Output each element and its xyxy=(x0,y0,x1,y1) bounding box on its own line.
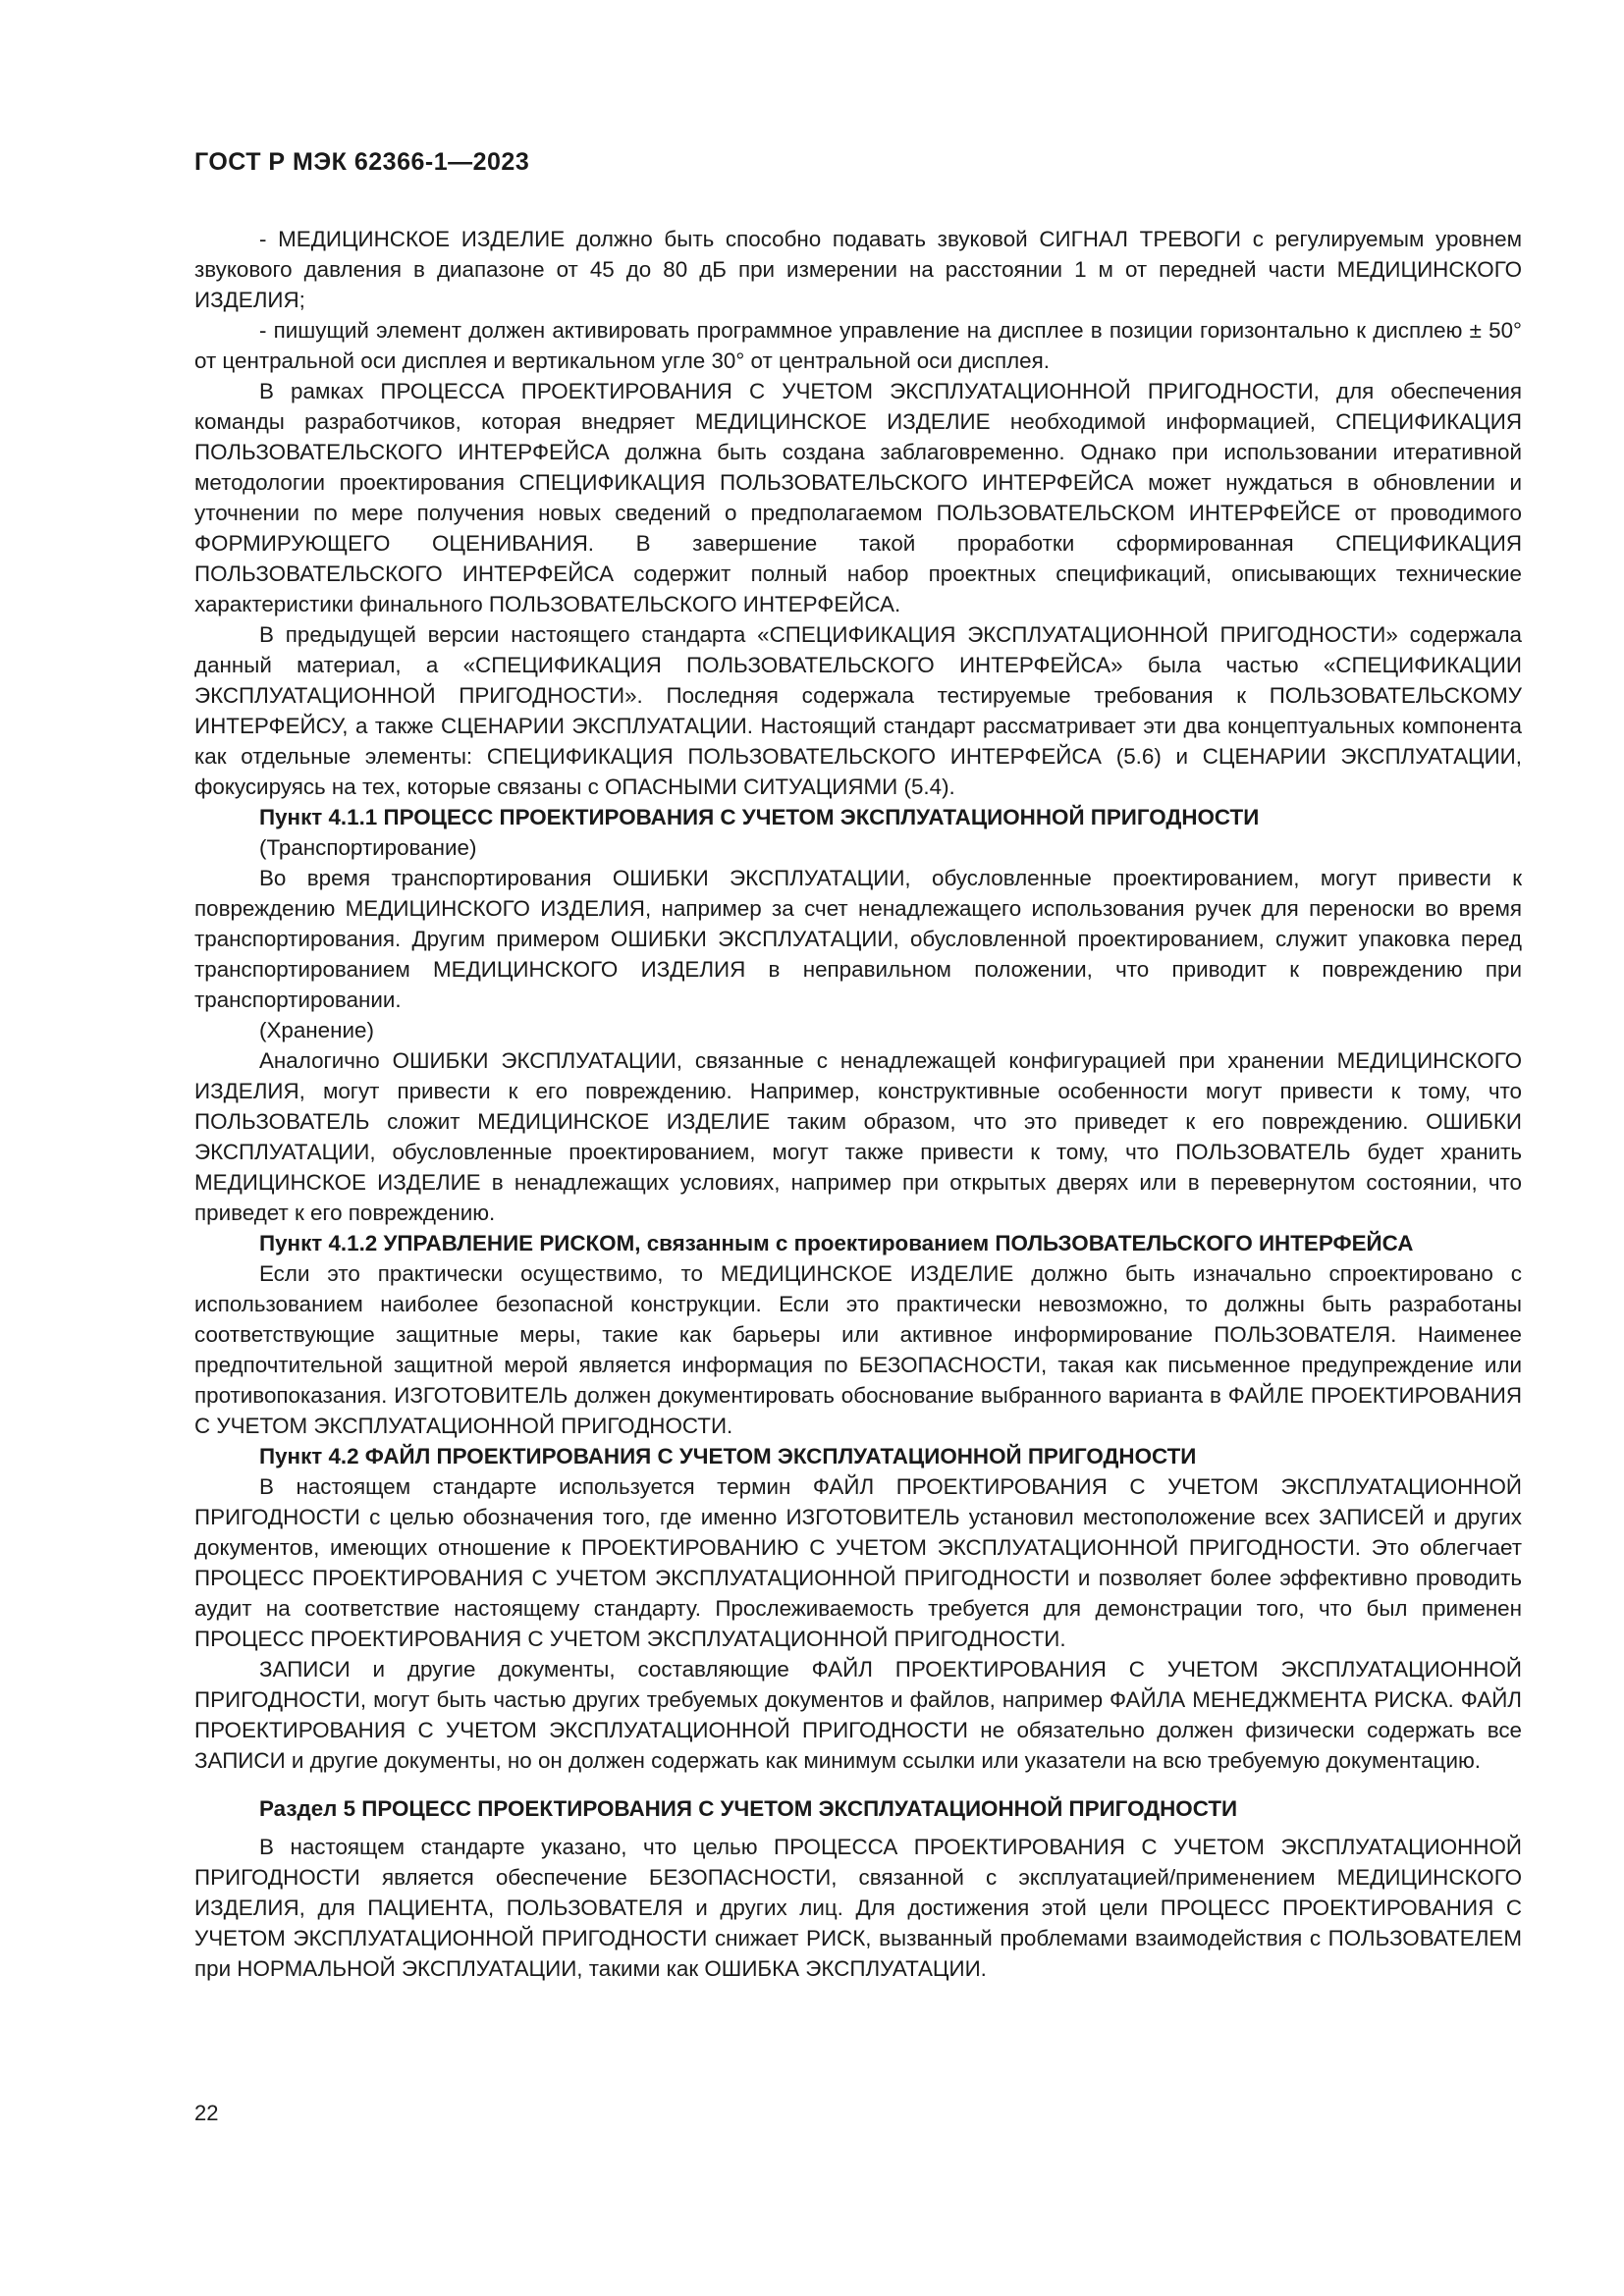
clause-heading: Пункт 4.2 ФАЙЛ ПРОЕКТИРОВАНИЯ С УЧЕТОМ ЭКСПЛУАТАЦИОННОЙ ПРИГОДНОСТИ xyxy=(259,1444,1197,1468)
paragraph: В настоящем стандарте используется термин ФАЙЛ ПРОЕКТИРОВАНИЯ С УЧЕТОМ ЭКСПЛУАТАЦИОННОЙ ПРИГОДНОСТИ с целью обозначения того, где именно ИЗГОТОВИТЕЛЬ установил местоположение всех ЗАПИСЕЙ и других документов, имеющих отношение к ПРОЕКТИРОВАНИЮ С УЧЕТОМ ЭКСПЛУАТАЦИОННОЙ ПРИГОДНОСТИ. Это облегчает ПРОЦЕСС ПРОЕКТИРОВАНИЯ С УЧЕТОМ ЭКСПЛУАТАЦИОННОЙ ПРИГОДНОСТИ и позволяет более эффективно проводить аудит на соответствие настоящему стандарту. Прослеживаемость требуется для демонстрации того, что был применен ПРОЦЕСС ПРОЕКТИРОВАНИЯ С УЧЕТОМ ЭКСПЛУАТАЦИОННОЙ ПРИГОДНОСТИ. xyxy=(194,1474,1522,1651)
list-item: - пишущий элемент должен активировать программное управление на дисплее в позиции горизонтально к дисплею ± 50° от центральной оси дисплея и вертикальном угле 30° от центральной оси дисплея. xyxy=(194,318,1522,373)
paragraph: ЗАПИСИ и другие документы, составляющие ФАЙЛ ПРОЕКТИРОВАНИЯ С УЧЕТОМ ЭКСПЛУАТАЦИОННОЙ ПРИГОДНОСТИ, могут быть частью других требуемых документов и файлов, например ФАЙЛА МЕНЕДЖМЕНТА РИСКА. ФАЙЛ ПРОЕКТИРОВАНИЯ С УЧЕТОМ ЭКСПЛУАТАЦИОННОЙ ПРИГОДНОСТИ не обязательно должен физически содержать все ЗАПИСИ и другие документы, но он должен содержать как минимум ссылки или указатели на всю требуемую документацию. xyxy=(194,1657,1522,1773)
section-heading: Раздел 5 ПРОЦЕСС ПРОЕКТИРОВАНИЯ С УЧЕТОМ ЭКСПЛУАТАЦИОННОЙ ПРИГОДНОСТИ xyxy=(259,1796,1238,1821)
paragraph: В предыдущей версии настоящего стандарта «СПЕЦИФИКАЦИЯ ЭКСПЛУАТАЦИОННОЙ ПРИГОДНОСТИ» содержала данный материал, а «СПЕЦИФИКАЦИЯ ПОЛЬЗОВАТЕЛЬСКОГО ИНТЕРФЕЙСА» была частью «СПЕЦИФИКАЦИИ ЭКСПЛУАТАЦИОННОЙ ПРИГОДНОСТИ». Последняя содержала тестируемые требования к ПОЛЬЗОВАТЕЛЬСКОМУ ИНТЕРФЕЙСУ, а также СЦЕНАРИИ ЭКСПЛУАТАЦИИ. Настоящий стандарт рассматривает эти два концептуальных компонента как отдельные элементы: СПЕЦИФИКАЦИЯ ПОЛЬЗОВАТЕЛЬСКОГО ИНТЕРФЕЙСА (5.6) и СЦЕНАРИИ ЭКСПЛУАТАЦИИ, фокусируясь на тех, которые связаны с ОПАСНЫМИ СИТУАЦИЯМИ (5.4). xyxy=(194,622,1522,799)
document-body xyxy=(194,224,1522,1984)
list-item: - МЕДИЦИНСКОЕ ИЗДЕЛИЕ должно быть способно подавать звуковой СИГНАЛ ТРЕВОГИ с регулируемым уровнем звукового давления в диапазоне от 45 до 80 дБ при измерении на расстоянии 1 м от передней части МЕДИЦИНСКОГО ИЗДЕЛИЯ; xyxy=(194,227,1522,312)
subheading-label: (Хранение) xyxy=(259,1018,374,1042)
clause-heading: Пункт 4.1.1 ПРОЦЕСС ПРОЕКТИРОВАНИЯ С УЧЕТОМ ЭКСПЛУАТАЦИОННОЙ ПРИГОДНОСТИ xyxy=(259,805,1260,829)
paragraph: Если это практически осуществимо, то МЕДИЦИНСКОЕ ИЗДЕЛИЕ должно быть изначально спроектировано с использованием наиболее безопасной конструкции. Если это практически невозможно, то должны быть разработаны соответствующие защитные меры, такие как барьеры или активное информирование ПОЛЬЗОВАТЕЛЯ. Наименее предпочтительной защитной мерой является информация по БЕЗОПАСНОСТИ, такая как письменное предупреждение или противопоказания. ИЗГОТОВИТЕЛЬ должен документировать обоснование выбранного варианта в ФАЙЛЕ ПРОЕКТИРОВАНИЯ С УЧЕТОМ ЭКСПЛУАТАЦИОННОЙ ПРИГОДНОСТИ. xyxy=(194,1261,1522,1438)
paragraph: Во время транспортирования ОШИБКИ ЭКСПЛУАТАЦИИ, обусловленные проектированием, могут привести к повреждению МЕДИЦИНСКОГО ИЗДЕЛИЯ, например за счет ненадлежащего использования ручек для переноски во время транспортирования. Другим примером ОШИБКИ ЭКСПЛУАТАЦИИ, обусловленной проектированием, служит упаковка перед транспортированием МЕДИЦИНСКОГО ИЗДЕЛИЯ в неправильном положении, что приводит к повреждению при транспортировании. xyxy=(194,866,1522,1012)
paragraph: В настоящем стандарте указано, что целью ПРОЦЕССА ПРОЕКТИРОВАНИЯ С УЧЕТОМ ЭКСПЛУАТАЦИОННОЙ ПРИГОДНОСТИ является обеспечение БЕЗОПАСНОСТИ, связанной с эксплуатацией/применением МЕДИЦИНСКОГО ИЗДЕЛИЯ, для ПАЦИЕНТА, ПОЛЬЗОВАТЕЛЯ и других лиц. Для достижения этой цели ПРОЦЕСС ПРОЕКТИРОВАНИЯ С УЧЕТОМ ЭКСПЛУАТАЦИОННОЙ ПРИГОДНОСТИ снижает РИСК, вызванный проблемами взаимодействия с ПОЛЬЗОВАТЕЛЕМ при НОРМАЛЬНОЙ ЭКСПЛУАТАЦИИ, такими как ОШИБКА ЭКСПЛУАТАЦИИ. xyxy=(194,1835,1522,1981)
page-number: 22 xyxy=(194,2101,219,2125)
document-header: ГОСТ Р МЭК 62366-1—2023 xyxy=(194,148,530,176)
clause-heading: Пункт 4.1.2 УПРАВЛЕНИЕ РИСКОМ, связанным с проектированием ПОЛЬЗОВАТЕЛЬСКОГО ИНТЕРФЕЙСА xyxy=(259,1231,1414,1255)
paragraph: В рамках ПРОЦЕССА ПРОЕКТИРОВАНИЯ С УЧЕТОМ ЭКСПЛУАТАЦИОННОЙ ПРИГОДНОСТИ, для обеспечения команды разработчиков, которая внедряет МЕДИЦИНСКОЕ ИЗДЕЛИЕ необходимой информацией, СПЕЦИФИКАЦИЯ ПОЛЬЗОВАТЕЛЬСКОГО ИНТЕРФЕЙСА должна быть создана заблаговременно. Однако при использовании итеративной методологии проектирования СПЕЦИФИКАЦИЯ ПОЛЬЗОВАТЕЛЬСКОГО ИНТЕРФЕЙСА может нуждаться в обновлении и уточнении по мере получения новых сведений о предполагаемом ПОЛЬЗОВАТЕЛЬСКОМ ИНТЕРФЕЙСЕ от проводимого ФОРМИРУЮЩЕГО ОЦЕНИВАНИЯ. В завершение такой проработки сформированная СПЕЦИФИКАЦИЯ ПОЛЬЗОВАТЕЛЬСКОГО ИНТЕРФЕЙСА содержит полный набор проектных спецификаций, описывающих технические характеристики финального ПОЛЬЗОВАТЕЛЬСКОГО ИНТЕРФЕЙСА. xyxy=(194,379,1522,616)
paragraph: Аналогично ОШИБКИ ЭКСПЛУАТАЦИИ, связанные с ненадлежащей конфигурацией при хранении МЕДИЦИНСКОГО ИЗДЕЛИЯ, могут привести к его повреждению. Например, конструктивные особенности могут привести к тому, что ПОЛЬЗОВАТЕЛЬ сложит МЕДИЦИНСКОЕ ИЗДЕЛИЕ таким образом, что это приведет к его повреждению. ОШИБКИ ЭКСПЛУАТАЦИИ, обусловленные проектированием, могут также привести к тому, что ПОЛЬЗОВАТЕЛЬ будет хранить МЕДИЦИНСКОЕ ИЗДЕЛИЕ в ненадлежащих условиях, например при открытых дверях или в перевернутом состоянии, что приведет к его повреждению. xyxy=(194,1048,1522,1225)
subheading-label: (Транспортирование) xyxy=(259,835,477,860)
